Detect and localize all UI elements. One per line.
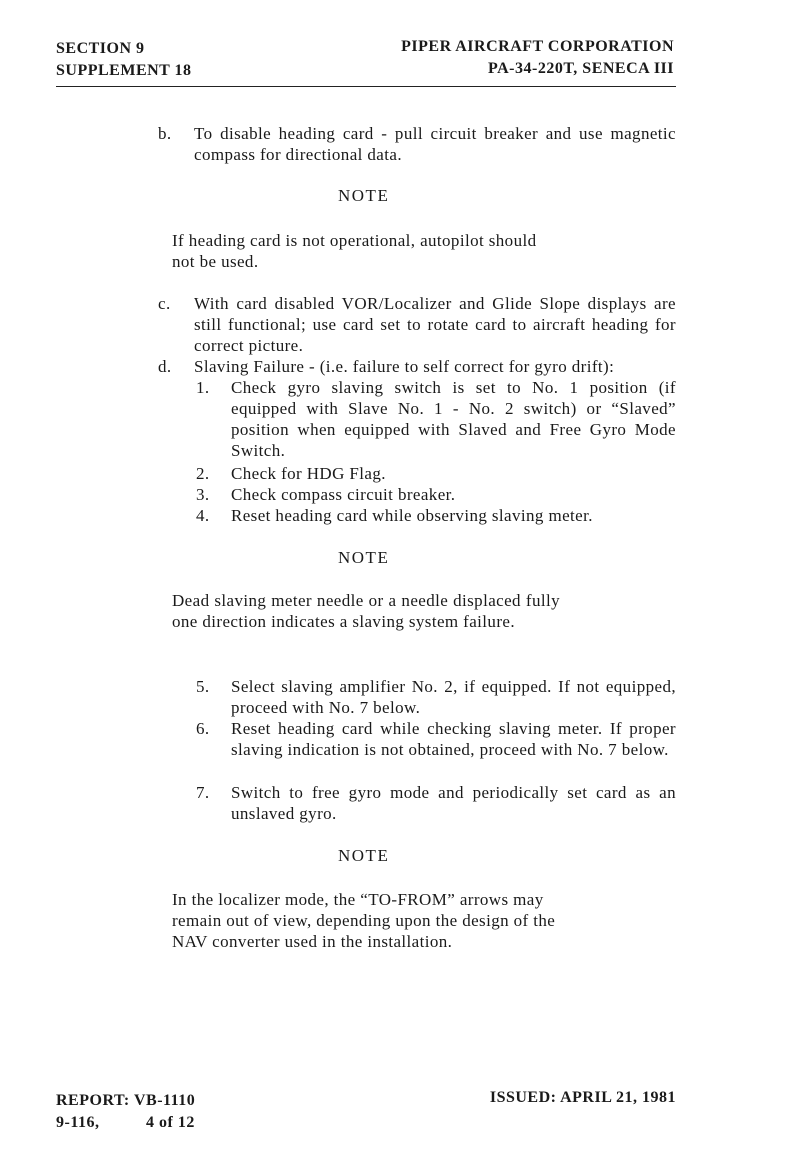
step-6-text: Reset heading card while checking slaving meter. If proper slaving indication is not obtained, proceed with No. 7 below. [231,719,676,759]
page-of: 4 of 12 [146,1114,195,1131]
note-3-text: In the localizer mode, the “TO-FROM” arrows may remain out of view, depending upon the design of the NAV converter used in the installation. [172,890,556,951]
step-7-label: 7. [196,783,210,802]
step-3-text: Check compass circuit breaker. [231,485,456,504]
step-5-label: 5. [196,677,210,696]
aircraft-model: PA-34-220T, SENECA III [488,60,674,77]
step-3-label: 3. [196,485,210,504]
step-4-text: Reset heading card while observing slaving meter. [231,506,593,525]
section-label: SECTION 9 [56,40,145,57]
item-c-text: With card disabled VOR/Localizer and Glide Slope displays are still functional; use card set to rotate card to aircraft heading for correct picture. [194,294,676,355]
company-name: PIPER AIRCRAFT CORPORATION [401,38,674,55]
supplement-label: SUPPLEMENT 18 [56,62,192,79]
step-6-label: 6. [196,719,210,738]
step-2-text: Check for HDG Flag. [231,464,386,483]
header-rule [56,86,676,87]
note-1-title: NOTE [338,186,390,205]
note-2-text: Dead slaving meter needle or a needle displaced fully one direction indicates a slaving system failure. [172,591,560,631]
step-7-text: Switch to free gyro mode and periodically set card as an unslaved gyro. [231,783,676,823]
item-c-label: c. [158,294,171,313]
note-2-title: NOTE [338,548,390,567]
page-number: 9-116, [56,1114,100,1131]
step-4-label: 4. [196,506,210,525]
item-d-label: d. [158,357,172,376]
step-2-label: 2. [196,464,210,483]
note-3-title: NOTE [338,846,390,865]
report-number: REPORT: VB-1110 [56,1092,196,1109]
step-5-text: Select slaving amplifier No. 2, if equipped. If not equipped, proceed with No. 7 below. [231,677,676,717]
step-1-label: 1. [196,378,210,397]
item-d-text: Slaving Failure - (i.e. failure to self correct for gyro drift): [194,357,615,376]
item-b-label: b. [158,124,172,143]
issued-date: ISSUED: APRIL 21, 1981 [489,1089,676,1106]
item-b-text: To disable heading card - pull circuit breaker and use magnetic compass for directional data. [194,124,676,164]
note-1-text: If heading card is not operational, autopilot should not be used. [172,231,537,271]
step-1-text: Check gyro slaving switch is set to No. 1 position (if equipped with Slave No. 1 - No. 2 switch) or “Slaved” position when equipped with Slaved and Free Gyro Mode Switch. [231,378,676,460]
